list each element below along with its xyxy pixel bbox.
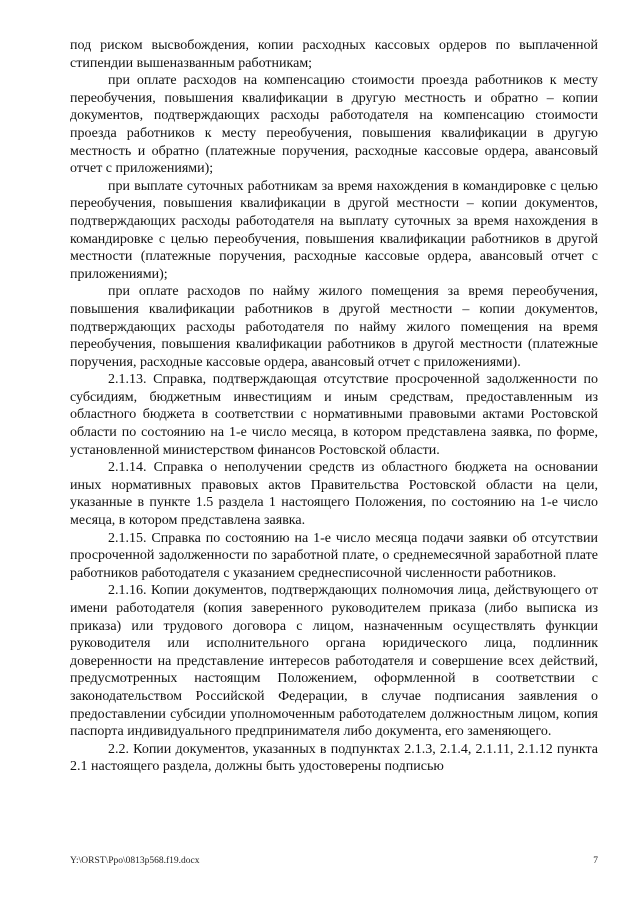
paragraph-travel-compensation: при оплате расходов на компенсацию стоимости проезда работников к месту переобучения, повышения квалификации в другую местность и обратно – копии документов, подтверждающих расходы работодателя на компенсацию стоимости проезда работников к месту переобучения, повышения квалификации в другую местность и обратно (платежные поручения, расходные кассовые ордера, авансовый отчет с приложениями); — [70, 73, 598, 177]
paragraph-2-1-15: 2.1.15. Справка по состоянию на 1-е число месяца подачи заявки об отсутствии просроченной задолженности по заработной плате, о среднемесячной заработной плате работников работодателя с указанием среднесписочной численности работников. — [70, 530, 598, 581]
footer-page-number: 7 — [593, 856, 598, 866]
footer-file-path: Y:\ORST\Ppo\0813p568.f19.docx — [70, 856, 200, 866]
document-body — [70, 37, 598, 776]
paragraph-housing-rent: при оплате расходов по найму жилого помещения за время переобучения, повышения квалификации работников в другой местности – копии документов, подтверждающих расходы работодателя по найму жилого помещения на время переобучения, повышения квалификации работников в другой местности (платежные поручения, расходные кассовые ордера, авансовый отчет с приложениями). — [70, 284, 598, 370]
paragraph-2-2: 2.2. Копии документов, указанных в подпунктах 2.1.3, 2.1.4, 2.1.11, 2.1.12 пункта 2.1 настоящего раздела, должны быть удостоверены подписью — [70, 741, 598, 775]
paragraph-2-1-16: 2.1.16. Копии документов, подтверждающих полномочия лица, действующего от имени работодателя (копия заверенного руководителем приказа (либо выписка из приказа) или трудового договора с лицом, назначенным осуществлять функции руководителя или исполнительного органа юридического лица, подлинник доверенности на представление интересов работодателя и совершение всех действий, предусмотренных настоящим Положением, оформленной в соответствии с законодательством Российской Федерации, в случае подписания заявления о предоставлении субсидии уполномоченным работодателем должностным лицом, копия паспорта индивидуального предпринимателя либо документа, его заменяющего. — [70, 583, 598, 740]
paragraph-daily-allowance: при выплате суточных работникам за время нахождения в командировке с целью переобучения, повышения квалификации в другой местности – копии документов, подтверждающих расходы работодателя на выплату суточных за время нахождения в командировке с целью переобучения, повышения квалификации работников в другой местности (платежные поручения, расходные кассовые ордера, авансовый отчет с приложениями); — [70, 178, 598, 282]
paragraph-stipend-continuation: под риском высвобождения, копии расходных кассовых ордеров по выплаченной стипендии вышеназванным работникам; — [70, 38, 598, 71]
paragraph-2-1-14: 2.1.14. Справка о неполучении средств из областного бюджета на основании иных нормативных правовых актов Правительства Ростовской области на цели, указанные в пункте 1.5 раздела 1 настоящего Положения, по состоянию на 1-е число месяца, в котором представлена заявка. — [70, 460, 598, 529]
paragraph-2-1-13: 2.1.13. Справка, подтверждающая отсутствие просроченной задолженности по субсидиям, бюджетным инвестициям и иным средствам, предоставленным из областного бюджета в соответствии с нормативными правовыми актами Ростовской области по состоянию на 1-е число месяца, в котором представлена заявка, по форме, установленной министерством финансов Ростовской области. — [70, 372, 598, 458]
